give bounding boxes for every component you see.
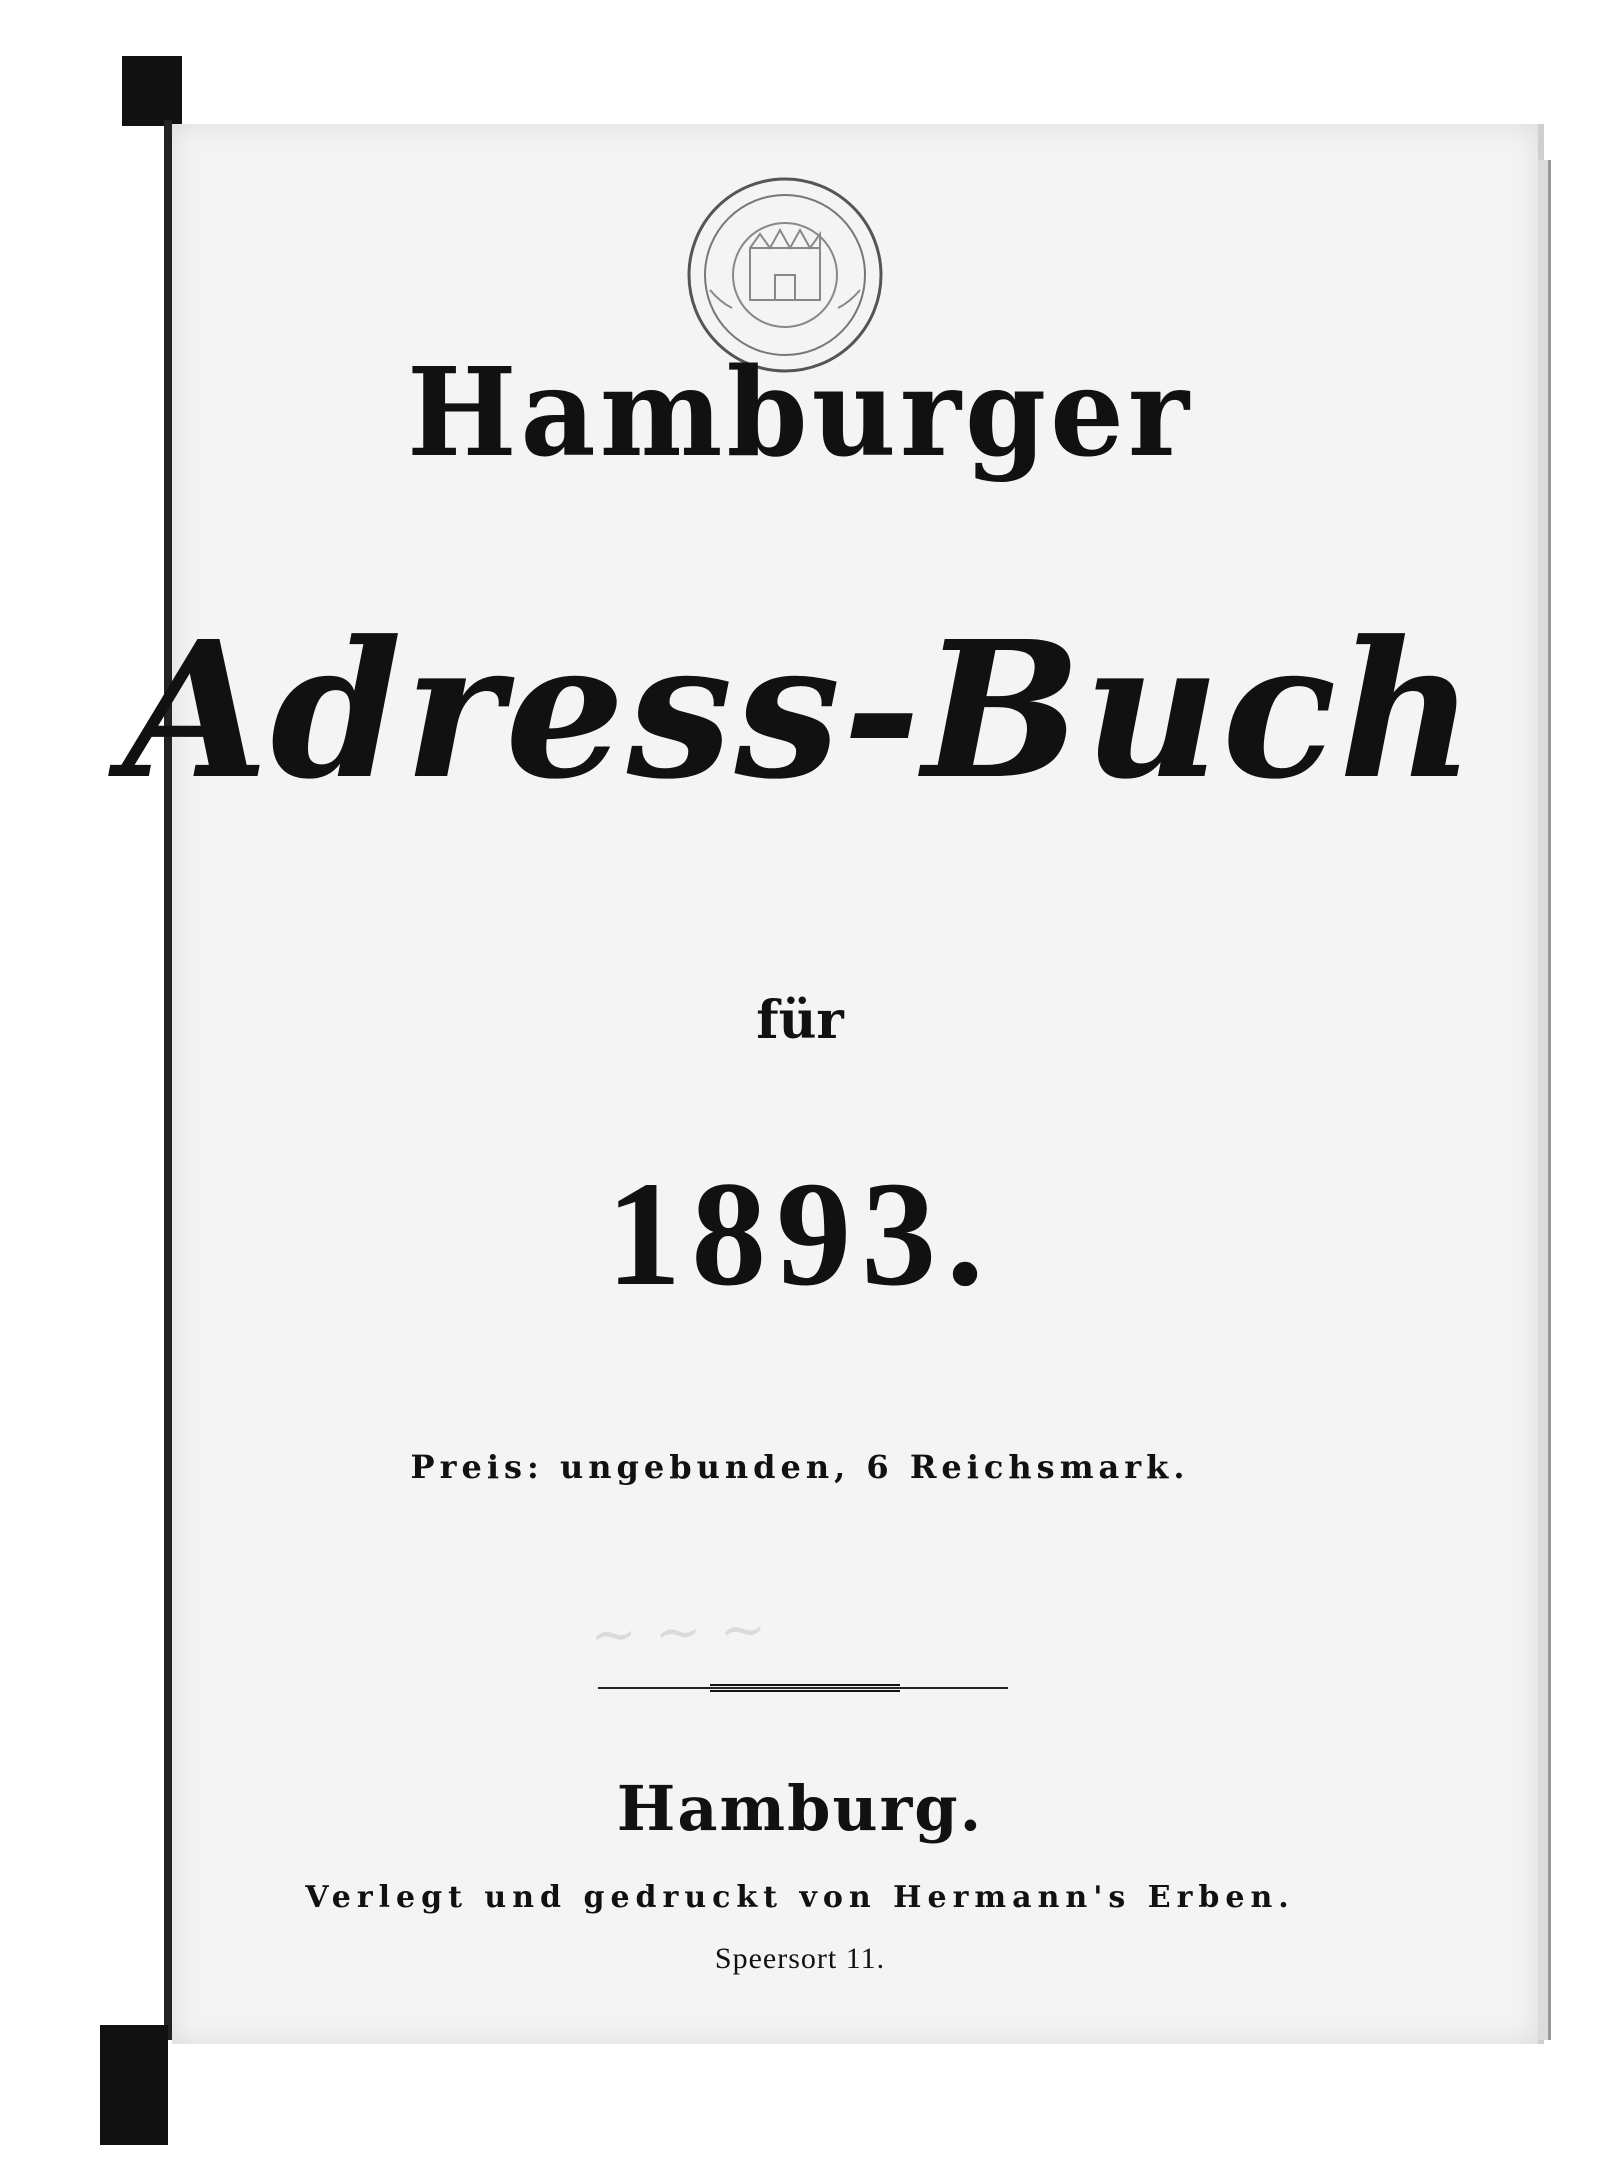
binding-tape-top (122, 56, 182, 126)
faint-show-through-signature: ~ ~ ~ (588, 1596, 768, 1669)
title-line-adress-buch: Adress-Buch (122, 600, 1478, 821)
title-line-hamburger: Hamburger (406, 341, 1194, 485)
imprint-city: Hamburg. (616, 1772, 984, 1845)
imprint-publisher: Verlegt und gedruckt von Hermann's Erben. (305, 1880, 1295, 1915)
title-line-fuer: für (756, 990, 844, 1051)
title-year: 1893. (606, 1151, 994, 1317)
imprint-address: Speersort 11. (714, 1942, 886, 1975)
ornamental-divider (598, 1682, 1008, 1694)
price-line: Preis: ungebunden, 6 Reichsmark. (410, 1448, 1190, 1486)
binding-tape-bottom (100, 2025, 168, 2145)
